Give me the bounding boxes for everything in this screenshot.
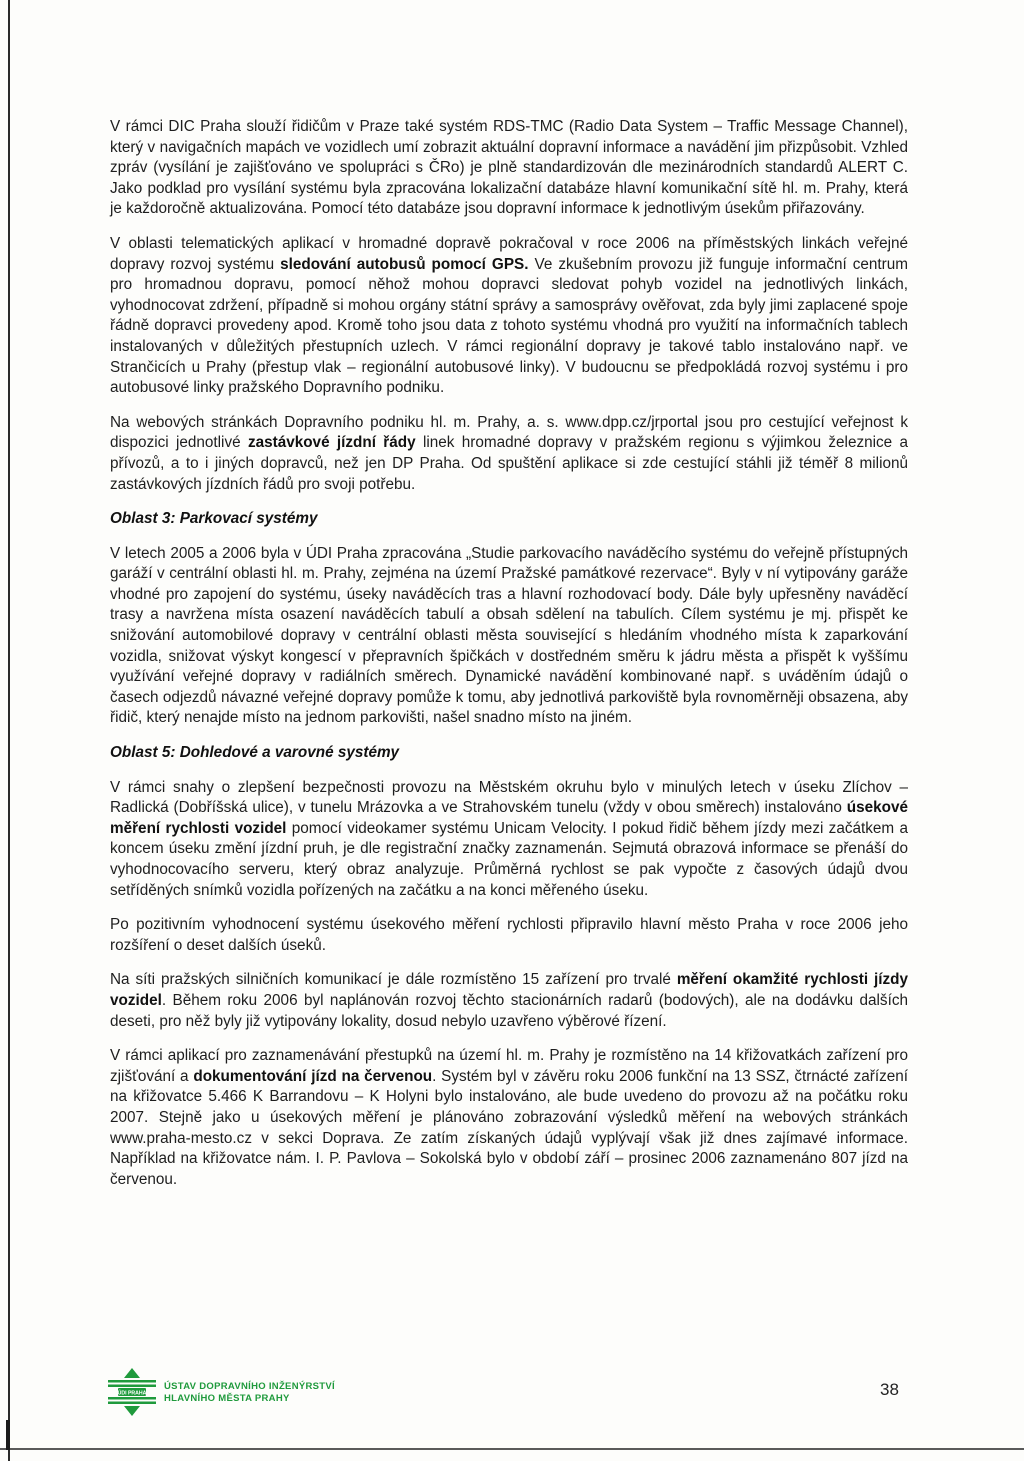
footer-org-line-2: HLAVNÍHO MĚSTA PRAHY: [164, 1393, 290, 1404]
bold-highlight: sledování autobusů pomocí GPS.: [280, 255, 529, 273]
paragraph-text: Na síti pražských silničních komunikací je dále rozmístěno 15 zařízení pro trvalé: [110, 971, 677, 989]
section-heading-surveillance: Oblast 5: Dohledové a varovné systémy: [110, 744, 400, 762]
paragraph-text: linek hromadné dopravy v pražském regionu s výjimkou železnice a přívozů, a to i jiných dopravců, než jen DP Praha. Od spuštění aplikace si zde cestující stáhli již téměř 8 milionů zastávkových jízdních řádů pro svoji potřebu.: [110, 434, 908, 493]
paragraph-text: . Během roku 2006 byl naplánován rozvoj těchto stacionárních radarů (bodových), ale na dodávku dalších deseti, pro něž byly již vytipovány lokality, dosud nebylo uzavřeno výběrové řízení.: [110, 991, 908, 1030]
paragraph-rds-tmc: V rámci DIC Praha slouží řidičům v Praze také systém RDS-TMC (Radio Data System – Traffic Message Channel), který v navigačních mapách ve vozidlech umí zobrazit aktuální dopravní informace a navádění jim přizpůsobit. Vzhled zpráv (vysílání je zajišťováno ve spolupráci s ČRo) je plně standardizován dle mezinárodních standardů ALERT C. Jako podklad pro vysílání systému byla zpracována lokalizační databáze hlavní komunikační sítě hl. m. Prahy, která je každoročně aktualizována. Pomocí této databáze jsou dopravní informace k jednotlivým úsekům přiřazovány.: [110, 118, 908, 218]
paragraph-text: V oblasti telematických aplikací v hromadné dopravě pokračoval v roce 2006 na příměstských linkách veřejné dopravy rozvoj systému: [110, 234, 908, 273]
bold-highlight: dokumentování jízd na červenou: [193, 1067, 433, 1085]
paragraph-text: V rámci aplikací pro zaznamenávání přestupků na území hl. m. Prahy je rozmístěno na 14 křižovatkách zařízení pro zjišťování a: [110, 1047, 908, 1085]
paragraph-section-speed: [110, 778, 908, 902]
footer-org-line-1: ÚSTAV DOPRAVNÍHO INŽENÝRSTVÍ: [164, 1381, 335, 1392]
paragraph-dpp-timetables: [110, 413, 908, 495]
paragraph-text: V rámci snahy o zlepšení bezpečnosti provozu na Městském okruhu bylo v minulých letech v úseku Zlíchov – Radlická (Dobříšská ulice), v tunelu Mrázovka a ve Strahovském tunelu (vždy v obou směrech) instalováno: [110, 778, 908, 817]
bold-highlight: měření okamžité rychlosti jízdy vozidel: [110, 971, 908, 1009]
scan-left-edge: [8, 0, 10, 1461]
footer-organization: [164, 1381, 335, 1405]
paragraph-red-light: [110, 1046, 908, 1190]
udi-logo-icon: [108, 1368, 156, 1416]
paragraph-telematics-gps: [110, 234, 908, 399]
paragraph-text: Ve zkušebním provozu již funguje informační centrum pro hromadnou dopravu, pomocí něhož mohou dopravci sledovat pohyb vozidel na jednotlivých linkách, vyhodnocovat zdržení, případně si mohou orgány státní správy a samosprávy ověřovat, zda byly jimi zaplacené spoje řádně dopravci provedeny apod. Kromě toho jsou data z tohoto systému vhodná pro využití na informačních tablech instalovaných v důležitých přestupních uzlech. V rámci regionální dopravy je takové tablo instalováno např. ve Strančicích u Prahy (přestup vlak – regionální autobusové linky). V budoucnu se předpokládá rozvoj systému i pro autobusové linky pražského Dopravního podniku.: [110, 255, 908, 397]
document-body: [110, 117, 908, 1204]
paragraph-parking-study: V letech 2005 a 2006 byla v ÚDI Praha zpracována „Studie parkovacího naváděcího systému do veřejně přístupných garáží v centrální oblasti hl. m. Prahy, zejména na území Pražské památkové rezervace“. Byly v ní vytipovány garáže vhodné pro zapojení do systému, úseky naváděcích tras a hlavní rozhodovací body. Dále byly upřesněny naváděcí trasy a navržena místa osazení naváděcích tabulí a obsah sdělení na tabulích. Cílem systému je mj. přispět ke snižování automobilové dopravy v centrální oblasti města související s hledáním vhodného místa k zaparkování vozidla, snižovat výskyt kongescí v přepravních špičkách v dostředném směru k jádru města a přispět k vyššímu využívání veřejné dopravy v radiálních směrech. Dynamické navádění kombinované např. s uváděním údajů o časech odjezdů návazné veřejné dopravy pomůže k tomu, aby jednotlivá parkoviště byla rovnoměrněji obsazena, aby řidič, který nenajde místo na jednom parkovišti, našel snadno místo na jiném.: [110, 544, 908, 727]
section-heading-parking: Oblast 3: Parkovací systémy: [110, 510, 318, 528]
paragraph-speed-expansion: Po pozitivním vyhodnocení systému úsekového měření rychlosti připravilo hlavní město Praha v roce 2006 jeho rozšíření o deset dalších úseků.: [110, 916, 908, 954]
scan-bottom-edge: [0, 1448, 1024, 1450]
paragraph-text: pomocí videokamer systému Unicam Velocity. I pokud řidič během jízdy mezi začátkem a koncem úseku změní jízdní pruh, je dle registrační značky zaznamenán. Sejmutá obrazová informace se přenáší do vyhodnocovacího serveru, který obraz analyzuje. Průměrná rychlost se pak vypočte z časových údajů dvou setříděných snímků vozidla pořízených na začátku a na konci měřeného úseku.: [110, 819, 908, 899]
page-number: 38: [880, 1380, 899, 1399]
bold-highlight: úsekové měření rychlosti vozidel: [110, 799, 908, 837]
paragraph-text: . Systém byl v závěru roku 2006 funkční na 13 SSZ, čtrnácté zařízení na křižovatce 5.466 K Barrandovu – K Holyni bylo instalováno, ale bude uvedeno do provozu až na počátku roku 2007. Stejně jako u úsekových měření je plánováno zobrazování výsledků měření na webových stránkách www.praha-mesto.cz v sekci Doprava. Ze zatím získaných údajů vyplývají však již dnes zajímavé informace. Například na křižovatce nám. I. P. Pavlova – Sokolská bylo v období září – prosinec 2006 zaznamenáno 807 jízd na červenou.: [110, 1067, 908, 1188]
bold-highlight: zastávkové jízdní řády: [247, 434, 416, 452]
scan-corner-mark: [6, 1420, 10, 1450]
paragraph-text: Na webových stránkách Dopravního podniku hl. m. Prahy, a. s. www.dpp.cz/jrportal jsou pro cestující veřejnost k dispozici jednotlivé: [110, 413, 908, 452]
logo-text: ÚDI PRAHA: [117, 1390, 147, 1397]
paragraph-instant-speed: [110, 970, 908, 1032]
